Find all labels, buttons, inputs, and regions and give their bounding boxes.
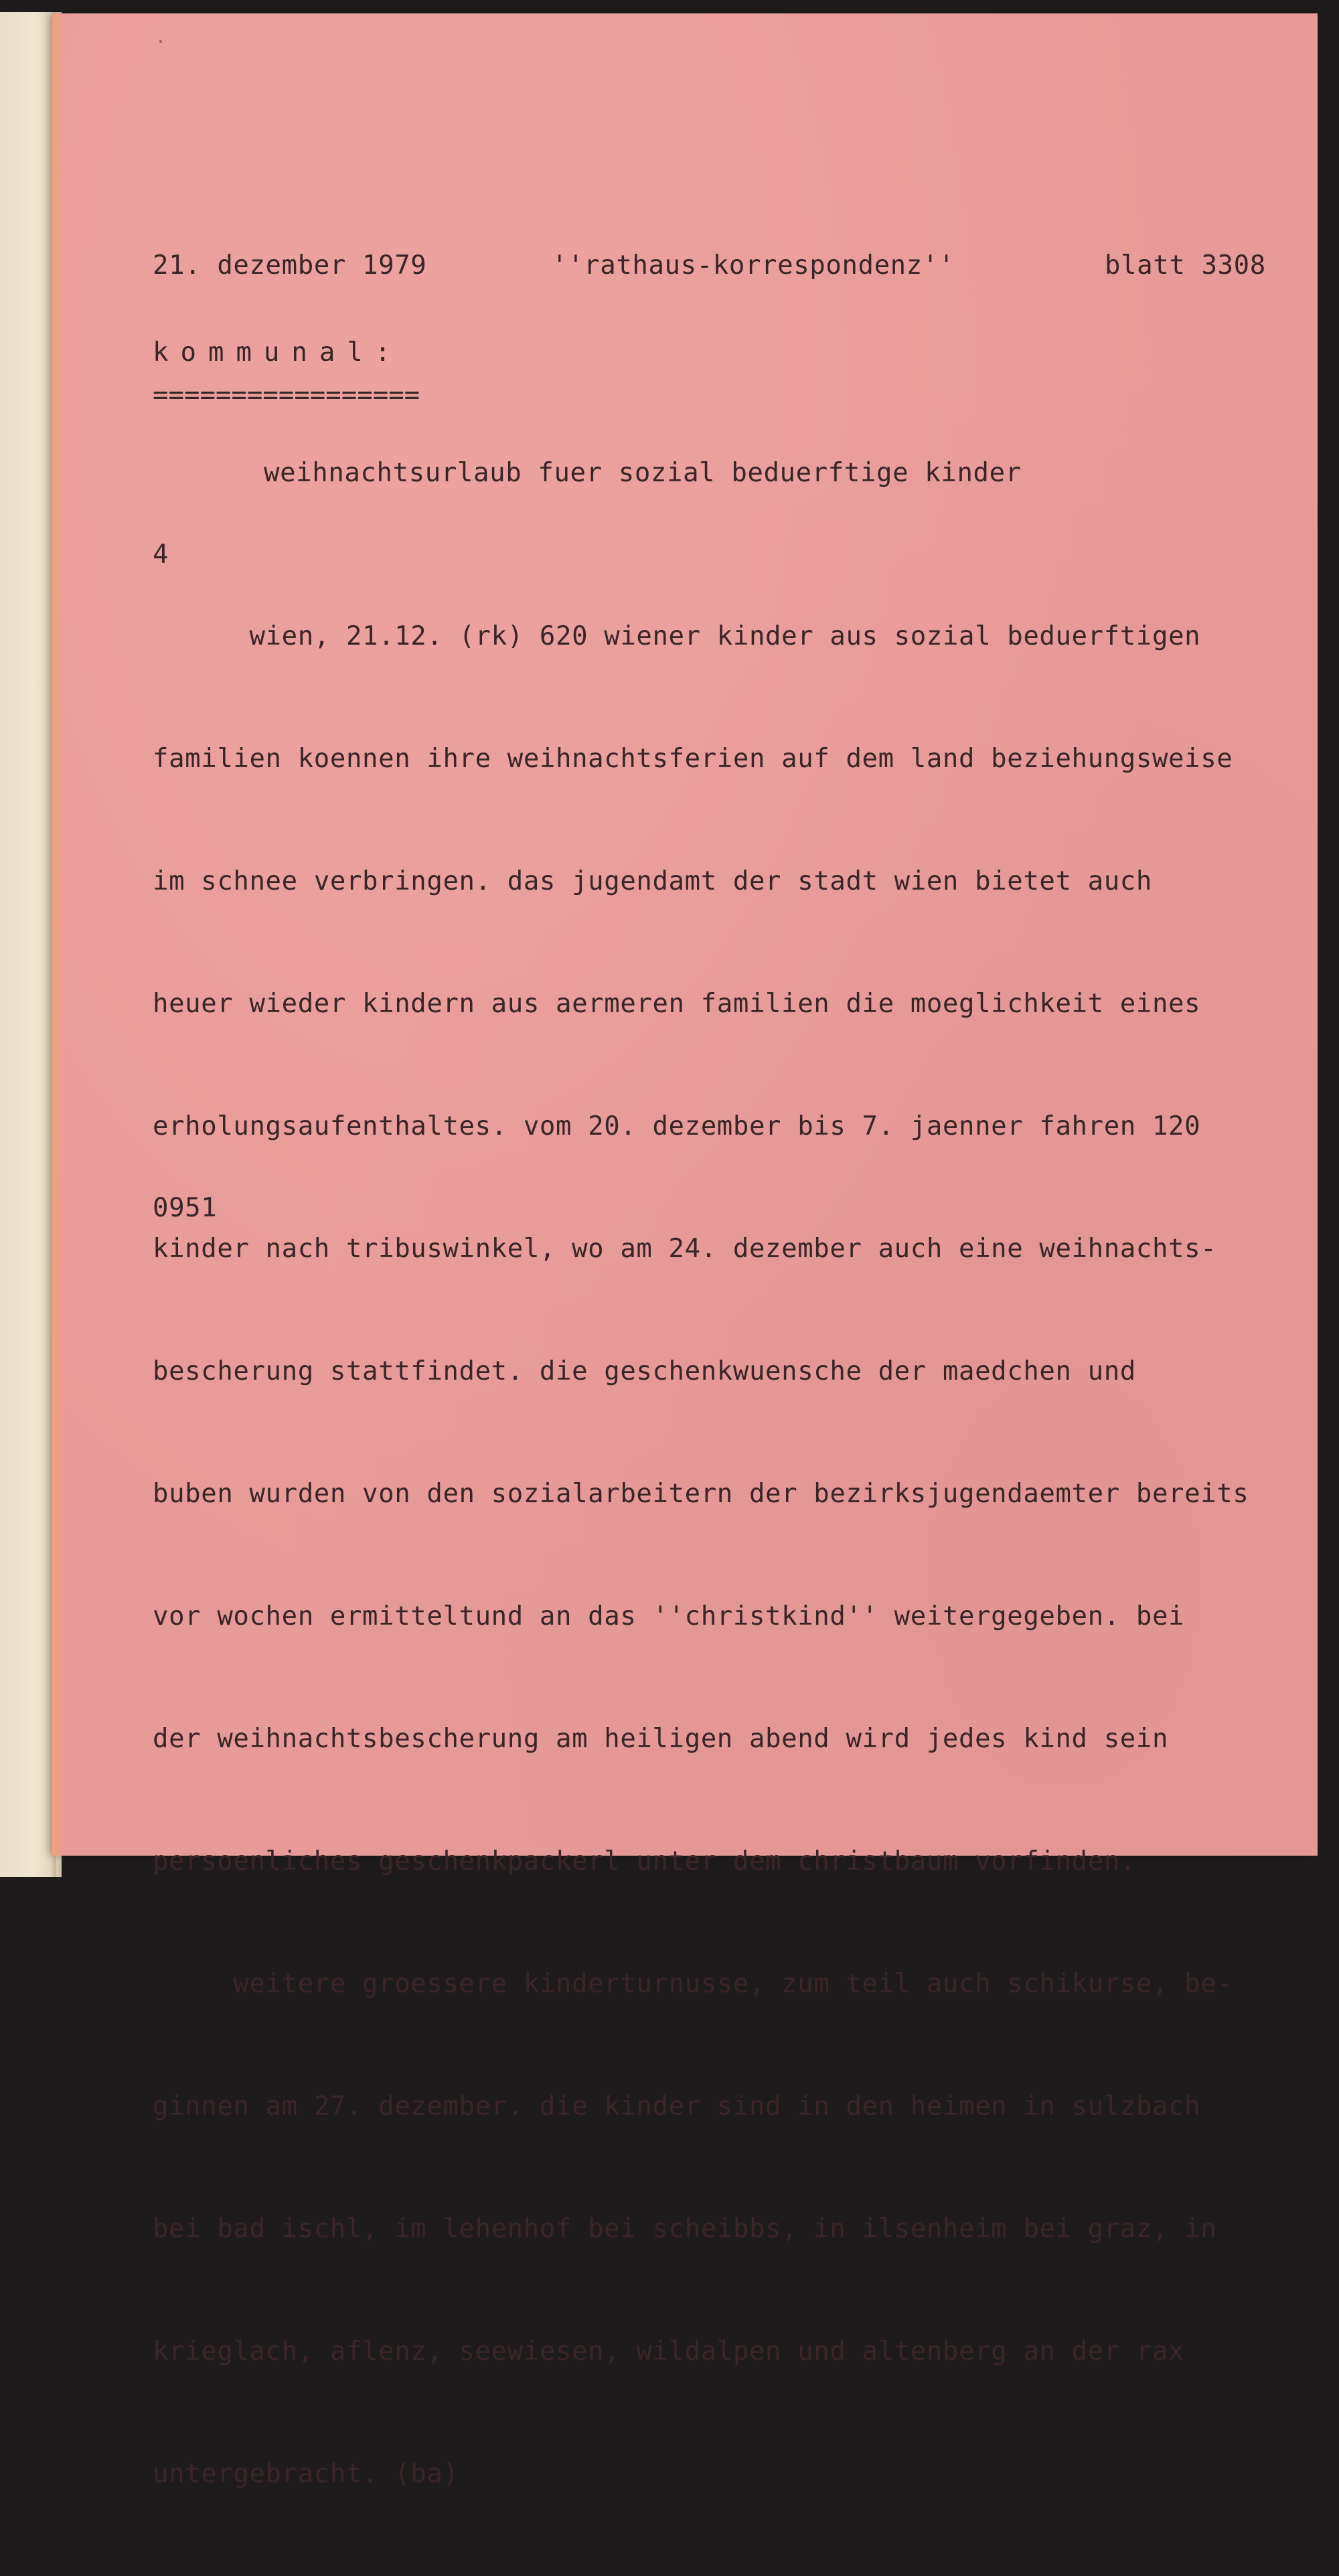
body-line: im schnee verbringen. das jugendamt der stadt wien bietet auch	[153, 866, 1152, 896]
body-line: buben wurden von den sozialarbeitern der bezirksjugendaemter bereits	[153, 1479, 1249, 1509]
page-edge-stain	[52, 13, 64, 1856]
article-body	[153, 534, 1249, 2576]
article-code: 0951	[153, 1193, 218, 1223]
section-label: kommunal:	[153, 337, 403, 368]
body-line: krieglach, aflenz, seewiesen, wildalpen und altenberg an der rax	[153, 2336, 1185, 2366]
body-line: wien, 21.12. (rk) 620 wiener kinder aus sozial beduerftigen	[153, 621, 1201, 651]
body-line: erholungsaufenthaltes. vom 20. dezember bis 7. jaenner fahren 120	[153, 1111, 1201, 1141]
article-headline: weihnachtsurlaub fuer sozial beduerftige kinder	[264, 458, 1022, 488]
body-line: bescherung stattfindet. die geschenkwuensche der maedchen und	[153, 1356, 1136, 1386]
body-line: der weihnachtsbescherung am heiligen abend wird jedes kind sein	[153, 1724, 1169, 1754]
body-line: ginnen am 27. dezember. die kinder sind in den heimen in sulzbach	[153, 2091, 1201, 2121]
section-underline: =================	[153, 380, 420, 410]
header-source: ''rathaus-korrespondenz''	[552, 250, 955, 280]
header-sheet-number: blatt 3308	[1105, 250, 1266, 280]
body-line: persoenliches geschenkpackerl unter dem christbaum vorfinden.	[153, 1846, 1136, 1876]
speck-mark	[159, 40, 162, 43]
body-line: heuer wieder kindern aus aermeren familien die moeglichkeit eines	[153, 989, 1201, 1019]
body-line: weitere groessere kinderturnusse, zum teil auch schikurse, be-	[153, 1969, 1233, 1999]
body-line: bei bad ischl, im lehenhof bei scheibbs, in ilsenheim bei graz, in	[153, 2214, 1217, 2244]
body-line: kinder nach tribuswinkel, wo am 24. dezember auch eine weihnachts-	[153, 1234, 1217, 1264]
article-number: 4	[153, 540, 169, 570]
header-date: 21. dezember 1979	[153, 250, 427, 280]
body-line: untergebracht. (ba)	[153, 2459, 459, 2489]
body-line: familien koennen ihre weihnachtsferien auf dem land beziehungsweise	[153, 744, 1233, 774]
body-line: vor wochen ermitteltund an das ''christkind'' weitergegeben. bei	[153, 1601, 1185, 1631]
